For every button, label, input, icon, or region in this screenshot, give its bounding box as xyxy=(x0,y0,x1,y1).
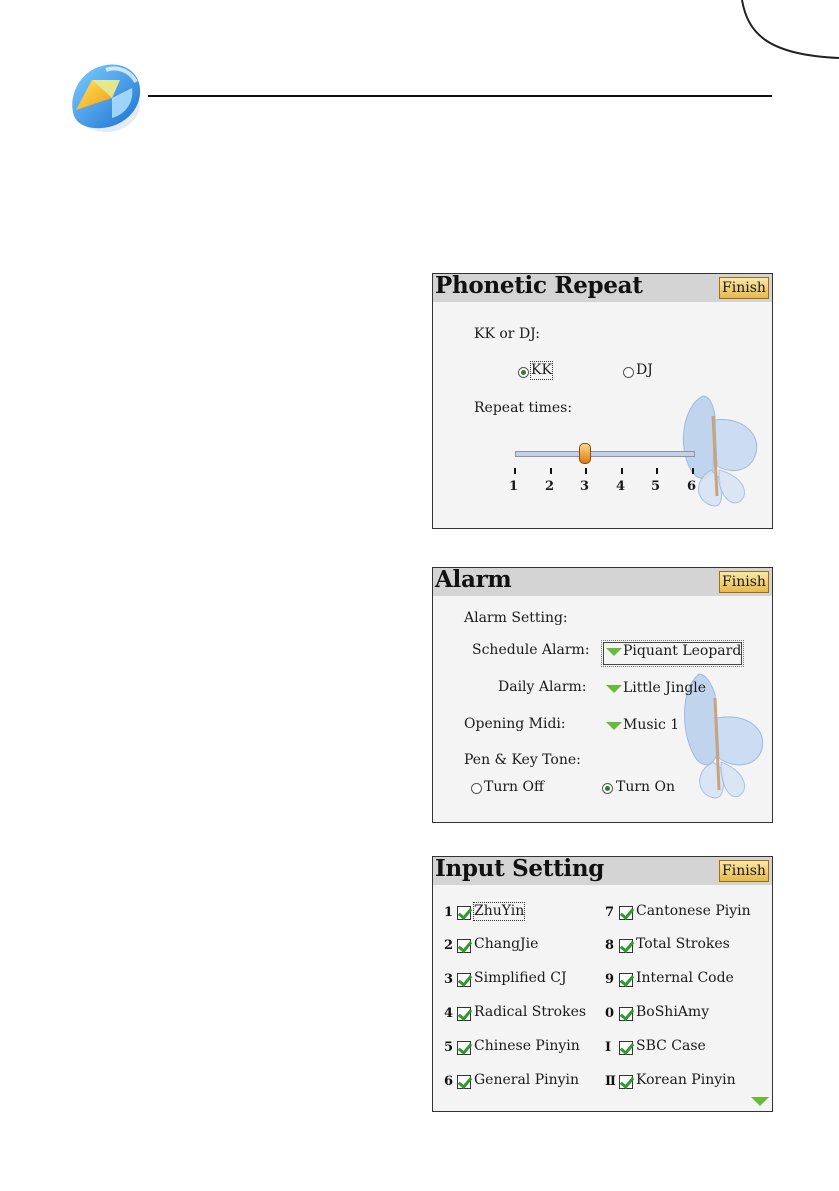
dropdown-arrow-icon[interactable] xyxy=(606,722,622,730)
korean-pinyin-checkbox[interactable] xyxy=(619,1075,633,1089)
item-number: 1 xyxy=(444,905,454,920)
item-number: 2 xyxy=(444,938,454,953)
simplified-cj-checkbox[interactable] xyxy=(457,973,471,987)
header-rule xyxy=(148,95,772,97)
schedule-alarm-label: Schedule Alarm: xyxy=(472,642,590,658)
chinese-pinyin-label[interactable]: Chinese Pinyin xyxy=(474,1038,580,1054)
repeat-slider-handle[interactable] xyxy=(579,443,591,464)
tick-mark xyxy=(514,468,516,474)
turn-off-radio[interactable] xyxy=(471,783,482,794)
item-number: 5 xyxy=(444,1040,454,1055)
tick-label: 4 xyxy=(616,479,626,494)
repeat-times-label: Repeat times: xyxy=(474,400,573,416)
item-number: 6 xyxy=(444,1074,454,1089)
item-number: 9 xyxy=(605,972,615,987)
turn-on-label[interactable]: Turn On xyxy=(616,779,676,795)
cantonese-piyin-checkbox[interactable] xyxy=(619,906,633,920)
item-number: Ⅰ xyxy=(605,1040,612,1055)
tick-mark xyxy=(656,468,658,474)
kk-radio[interactable] xyxy=(518,367,529,378)
repeat-slider-track[interactable] xyxy=(515,451,695,457)
boshiamy-label[interactable]: BoShiAmy xyxy=(636,1004,710,1020)
panel-header xyxy=(433,568,772,596)
tick-label: 5 xyxy=(651,479,661,494)
changjie-label[interactable]: ChangJie xyxy=(474,936,539,952)
scroll-down-icon[interactable] xyxy=(751,1097,769,1106)
kk-radio-label[interactable]: KK xyxy=(531,362,552,378)
simplified-cj-label[interactable]: Simplified CJ xyxy=(474,970,567,986)
radical-strokes-label[interactable]: Radical Strokes xyxy=(474,1004,587,1020)
sbc-case-checkbox[interactable] xyxy=(619,1041,633,1055)
turn-off-label[interactable]: Turn Off xyxy=(484,779,544,795)
panel-header xyxy=(433,857,772,885)
butterfly-icon xyxy=(663,386,769,510)
turn-on-radio[interactable] xyxy=(602,783,613,794)
phonetic-repeat-panel xyxy=(432,273,773,529)
cantonese-piyin-label[interactable]: Cantonese Piyin xyxy=(636,903,751,919)
page-curve-icon xyxy=(740,0,839,70)
total-strokes-checkbox[interactable] xyxy=(619,939,633,953)
finish-button[interactable]: Finish xyxy=(719,571,769,593)
dj-radio[interactable] xyxy=(623,367,634,378)
panel-title: Phonetic Repeat xyxy=(435,273,643,299)
item-number: 4 xyxy=(444,1006,454,1021)
sbc-case-label[interactable]: SBC Case xyxy=(636,1038,706,1054)
panel-header xyxy=(433,274,772,302)
opening-midi-value[interactable]: Music 1 xyxy=(623,717,680,733)
item-number: Ⅱ xyxy=(605,1074,616,1089)
item-number: 3 xyxy=(444,972,454,987)
tick-mark xyxy=(550,468,552,474)
settings-logo-icon xyxy=(62,58,144,138)
total-strokes-label[interactable]: Total Strokes xyxy=(636,936,730,952)
tick-label: 6 xyxy=(687,479,697,494)
kk-or-dj-label: KK or DJ: xyxy=(474,326,540,342)
opening-midi-label: Opening Midi: xyxy=(464,716,566,732)
alarm-setting-label: Alarm Setting: xyxy=(464,610,568,626)
changjie-checkbox[interactable] xyxy=(457,939,471,953)
item-number: 8 xyxy=(605,938,615,953)
finish-button[interactable]: Finish xyxy=(719,860,769,882)
general-pinyin-checkbox[interactable] xyxy=(457,1075,471,1089)
radical-strokes-checkbox[interactable] xyxy=(457,1007,471,1021)
tick-mark xyxy=(621,468,623,474)
pen-key-tone-label: Pen & Key Tone: xyxy=(464,752,581,768)
tick-mark xyxy=(692,468,694,474)
panel-title: Input Setting xyxy=(435,856,605,882)
tick-label: 2 xyxy=(545,479,555,494)
dropdown-arrow-icon[interactable] xyxy=(606,648,622,656)
dj-radio-label[interactable]: DJ xyxy=(636,362,653,378)
item-number: 0 xyxy=(605,1006,615,1021)
chinese-pinyin-checkbox[interactable] xyxy=(457,1041,471,1055)
boshiamy-checkbox[interactable] xyxy=(619,1007,633,1021)
alarm-panel xyxy=(432,567,773,823)
schedule-alarm-value[interactable]: Piquant Leopard xyxy=(623,643,742,659)
tick-label: 1 xyxy=(509,479,519,494)
panel-title: Alarm xyxy=(435,567,512,593)
korean-pinyin-label[interactable]: Korean Pinyin xyxy=(636,1072,736,1088)
dropdown-arrow-icon[interactable] xyxy=(606,685,622,693)
internal-code-checkbox[interactable] xyxy=(619,973,633,987)
zhuyin-checkbox[interactable] xyxy=(457,906,471,920)
general-pinyin-label[interactable]: General Pinyin xyxy=(474,1072,580,1088)
tick-label: 3 xyxy=(580,479,590,494)
finish-button[interactable]: Finish xyxy=(719,277,769,299)
input-setting-panel xyxy=(432,856,773,1112)
tick-mark xyxy=(585,468,587,474)
item-number: 7 xyxy=(605,905,615,920)
zhuyin-label[interactable]: ZhuYin xyxy=(474,903,525,919)
daily-alarm-label: Daily Alarm: xyxy=(498,679,587,695)
daily-alarm-value[interactable]: Little Jingle xyxy=(623,680,707,696)
internal-code-label[interactable]: Internal Code xyxy=(636,970,734,986)
